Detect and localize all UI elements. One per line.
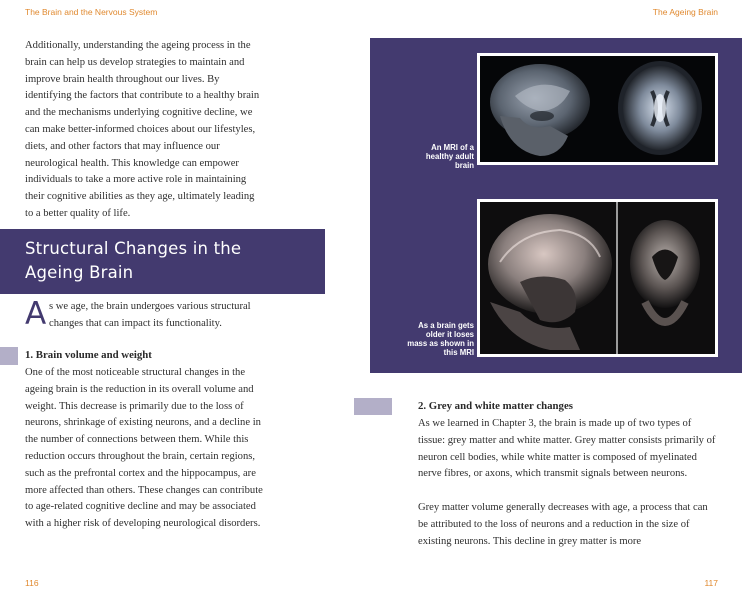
dropcap-letter: A — [25, 296, 47, 332]
dropcap-text: s we age, the brain undergoes various structural changes that can impact its functionality. — [49, 301, 251, 329]
paragraph-tissue-types: As we learned in Chapter 3, the brain is made up of two types of tissue: grey matter and white matter. Grey matter consists primarily of neuron cell bodies, while white matter is composed of myelinated nerve fibres, or axons, which transmit signals between neurons. — [418, 418, 716, 480]
running-head-left: The Brain and the Nervous System — [25, 7, 158, 17]
subhead-brain-volume: 1. Brain volume and weight — [25, 349, 152, 361]
intro-paragraph: Additionally, understanding the ageing process in the brain can help us develop strategies to maintain and improve brain health throughout our lives. By identifying the factors that contribute to a healthy brain and the mechanisms underlying cognitive decline, we can make better-informed choices about our lifestyles, diets, and other factors that may influence our neurological health. This knowledge can empower individuals to take a more active role in maintaining their cognitive abilities as they age, ultimately leading to a better quality of life. — [25, 40, 260, 219]
caption-healthy-brain: An MRI of a healthy adult brain — [425, 143, 474, 170]
section-title — [25, 237, 325, 285]
section-marker-1 — [0, 347, 18, 365]
page-number-left: 116 — [25, 578, 39, 588]
section-title-line1: Structural Changes in the — [25, 239, 242, 258]
section-banner — [0, 229, 325, 294]
section-marker-2 — [354, 398, 392, 415]
mri-figure-panel — [370, 38, 742, 373]
mri-older-graphic — [480, 202, 715, 354]
page-number-right: 117 — [704, 578, 718, 588]
mri-image-older — [477, 199, 718, 357]
caption-older-brain: As a brain gets older it loses mass as shown in this MRI — [407, 321, 474, 357]
paragraph-brain-volume: One of the most noticeable structural changes in the ageing brain is the reduction in its overall volume and weight. This decrease is primarily due to the loss of neurons, shrinkage of existing neurons, and a decline in the number of connections between them. While this reduction occurs throughout the brain, certain regions, such as the prefrontal cortex and the hippocampus, are more affected than others. These changes can contribute to age-related cognitive decline and may be associated with a higher risk of developing neurological disorders. — [25, 367, 263, 530]
dropcap-paragraph — [25, 297, 270, 333]
section-title-line2: Ageing Brain — [25, 263, 134, 282]
running-head-right: The Ageing Brain — [652, 7, 718, 17]
mri-healthy-graphic — [480, 56, 715, 162]
mri-image-healthy — [477, 53, 718, 165]
paragraph-grey-matter-decline: Grey matter volume generally decreases with age, a process that can be attributed to the loss of neurons and a reduction in the size of existing neurons. This decline in grey matter is more — [418, 502, 708, 547]
subhead-grey-white-matter: 2. Grey and white matter changes — [418, 400, 573, 412]
